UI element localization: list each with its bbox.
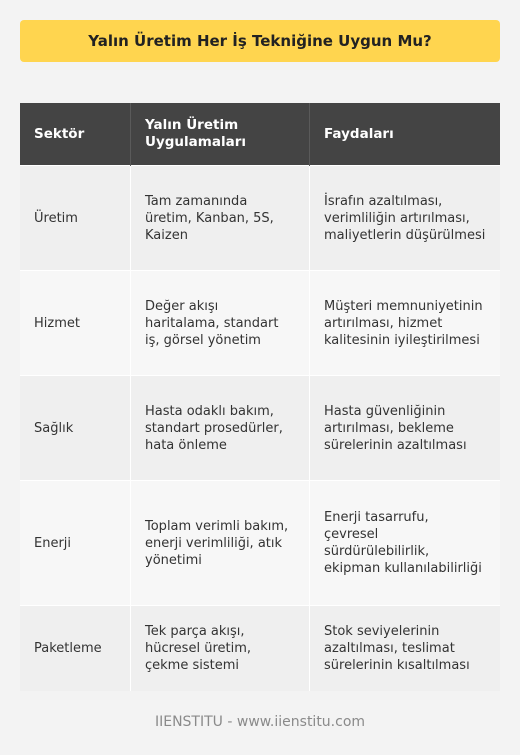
applications-cell: Hasta odaklı bakım, standart prosedürler, hata önleme [131, 376, 310, 481]
applications-cell: Tek parça akışı, hücresel üretim, çekme sistemi [131, 606, 310, 691]
table-row [20, 166, 500, 271]
table-row [20, 376, 500, 481]
applications-cell: Toplam verimli bakım, enerji verimliliği, atık yönetimi [131, 481, 310, 606]
sector-cell: Paketleme [20, 606, 131, 691]
benefits-cell: Stok seviyelerinin azaltılması, teslimat sürelerinin kısaltılması [310, 606, 501, 691]
table-row [20, 271, 500, 376]
table-row [20, 481, 500, 606]
benefits-cell: İsrafın azaltılması, verimliliğin artırılması, maliyetlerin düşürülmesi [310, 166, 501, 271]
comparison-table [20, 103, 500, 691]
applications-cell: Tam zamanında üretim, Kanban, 5S, Kaizen [131, 166, 310, 271]
header-sector: Sektör [20, 103, 131, 166]
sector-cell: Sağlık [20, 376, 131, 481]
sector-cell: Hizmet [20, 271, 131, 376]
benefits-cell: Hasta güvenliğinin artırılması, bekleme sürelerinin azaltılması [310, 376, 501, 481]
header-applications: Yalın Üretim Uygulamaları [131, 103, 310, 166]
table-header-row [20, 103, 500, 166]
benefits-cell: Enerji tasarrufu, çevresel sürdürülebilirlik, ekipman kullanılabilirliği [310, 481, 501, 606]
applications-cell: Değer akışı haritalama, standart iş, görsel yönetim [131, 271, 310, 376]
table-row [20, 606, 500, 691]
header-benefits: Faydaları [310, 103, 501, 166]
benefits-cell: Müşteri memnuniyetinin artırılması, hizmet kalitesinin iyileştirilmesi [310, 271, 501, 376]
sector-cell: Enerji [20, 481, 131, 606]
sector-cell: Üretim [20, 166, 131, 271]
footer-credit: IIENSTITU - www.iienstitu.com [154, 714, 366, 730]
page-title: Yalın Üretim Her İş Tekniğine Uygun Mu? [20, 20, 500, 62]
